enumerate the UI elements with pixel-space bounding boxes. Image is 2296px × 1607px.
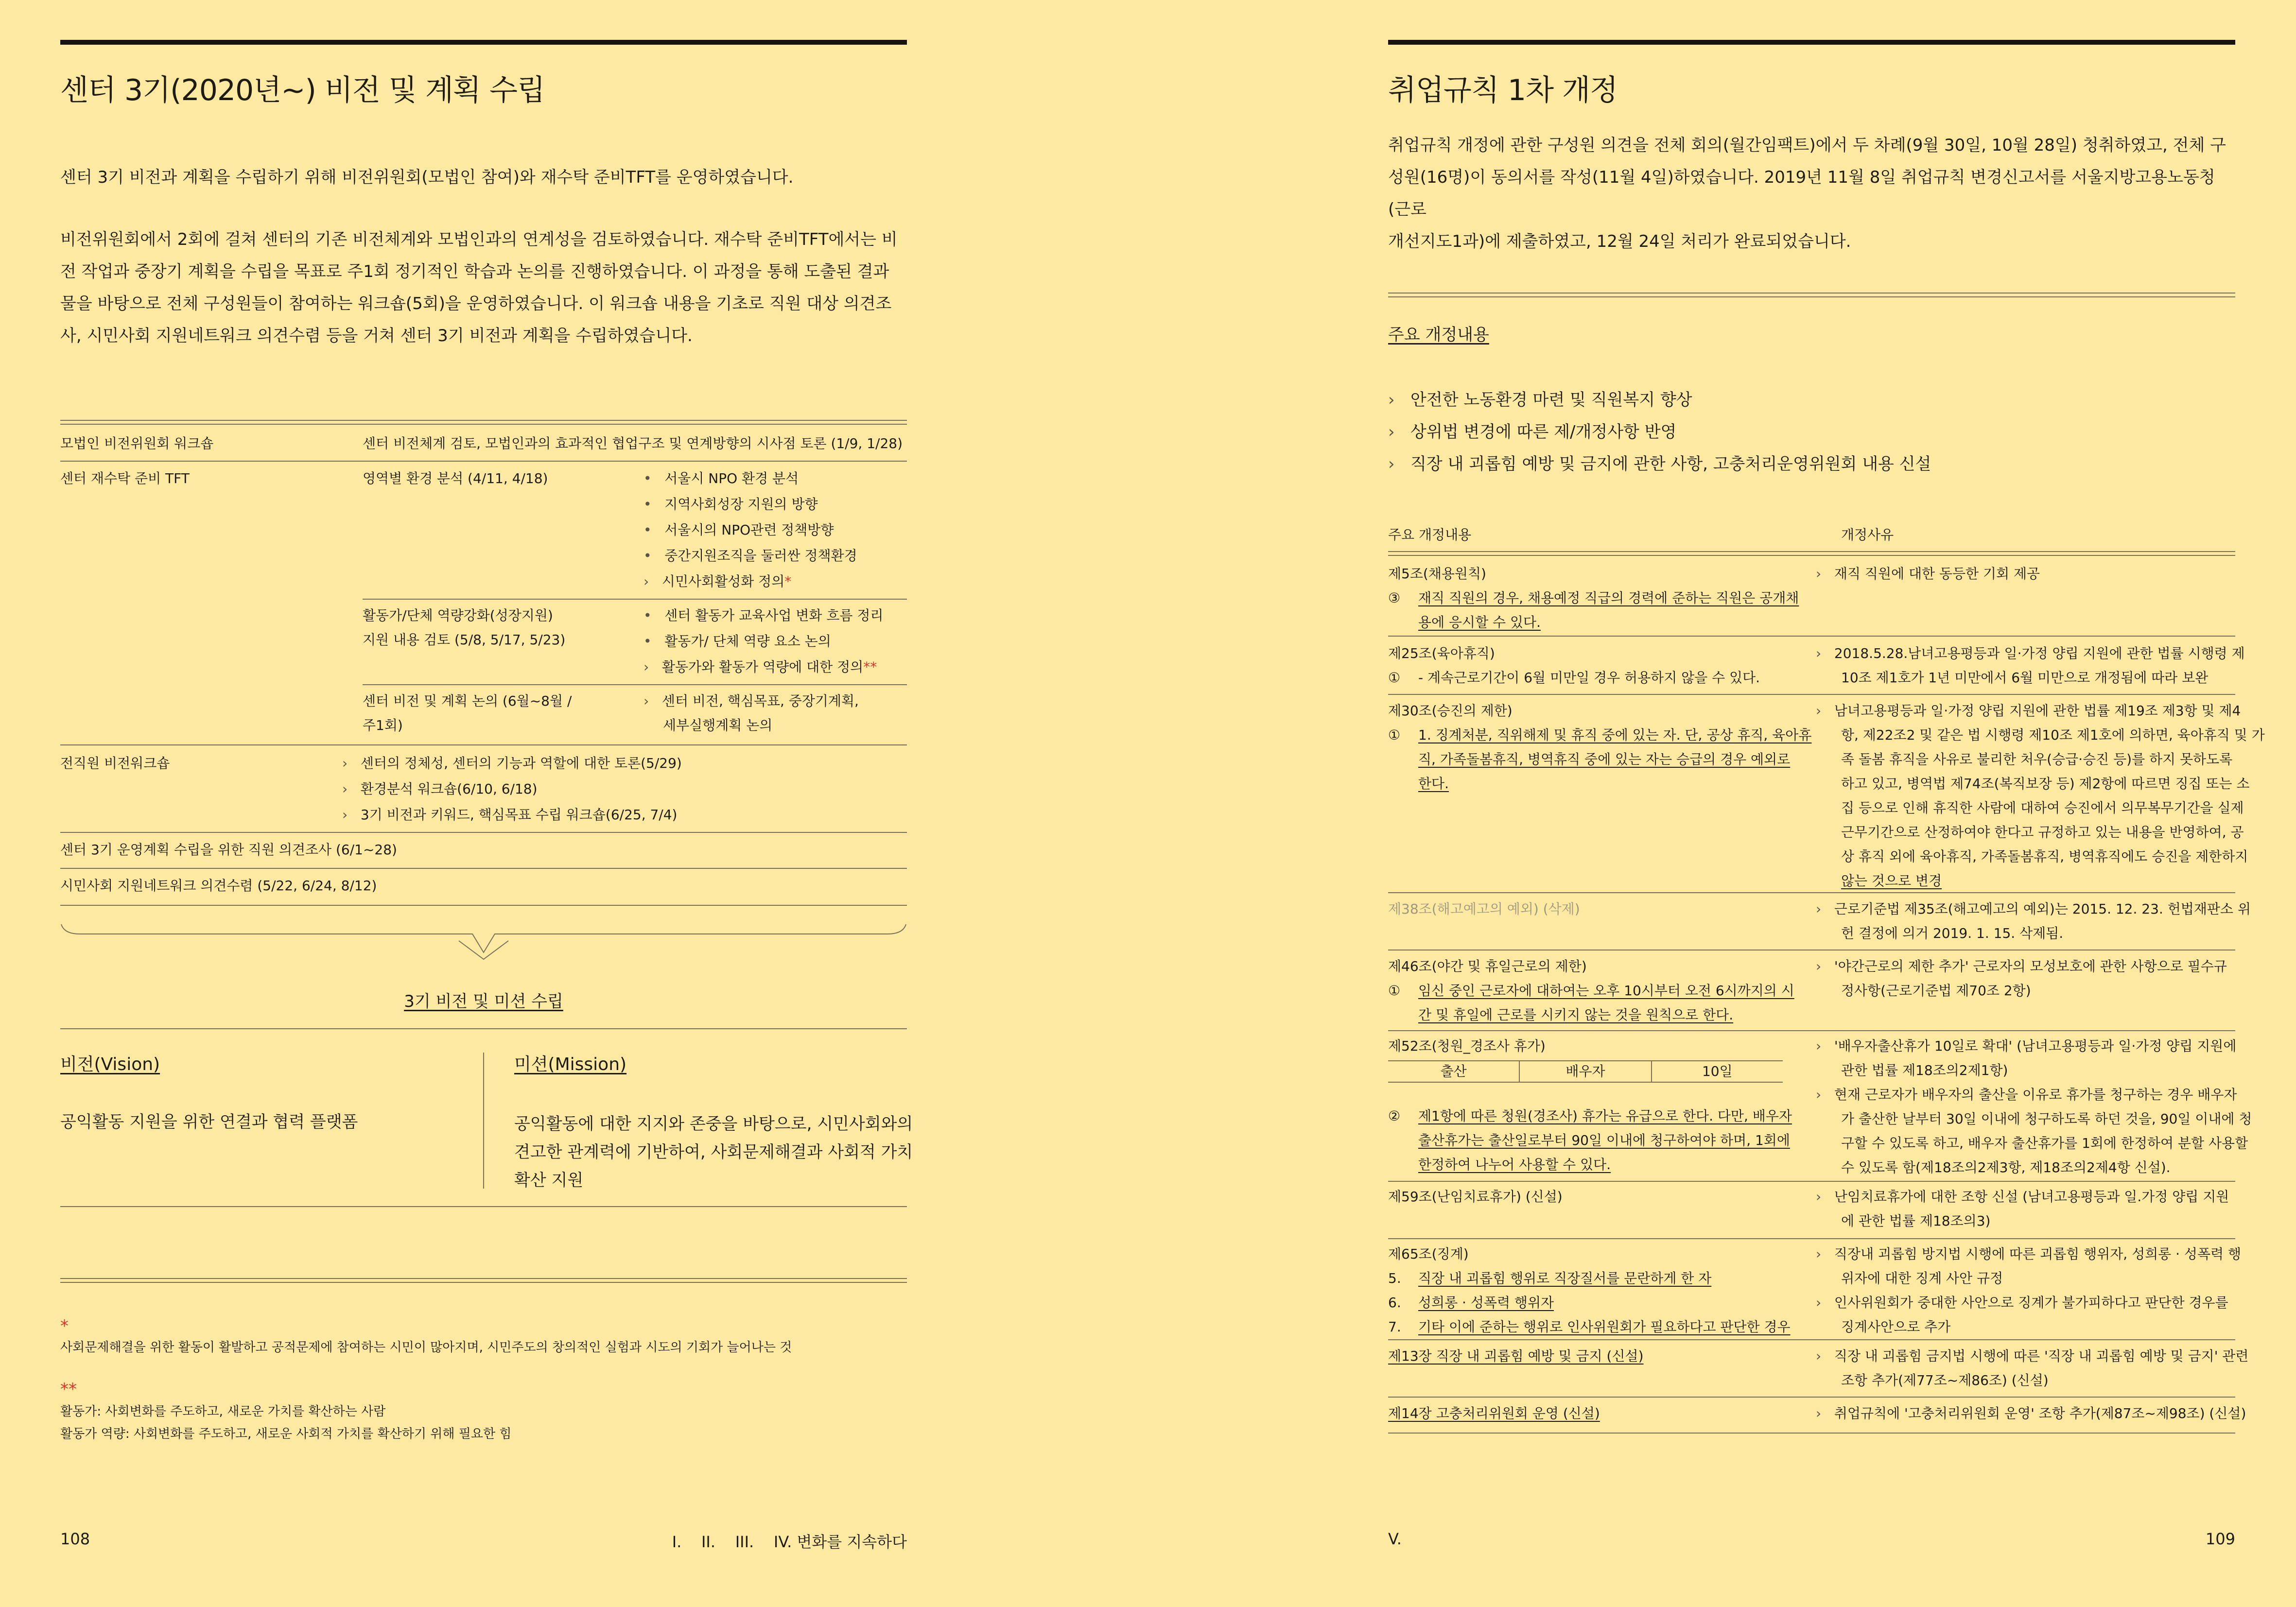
footnote-mark: * [60, 1316, 69, 1336]
footnote-mark: ** [60, 1380, 77, 1399]
reason-text: › 남녀고용평등과 일·가정 양립 지원에 관한 법률 제19조 제3항 및 제4 항, 제22조2 및 같은 법 시행령 제10조 제1호에 의하면, 육아휴직 및 가 족 돌봄 휴직을 사유로 불리한 처우(승급·승진 등)를 하지 못하도록 하고 있고, 병역법 제74조(복직보장 등) 제2항에 따르면 징집 또는 소 집 등으로 인해 휴직한 사람에 대하여 승진에서 의무복무기간을 실제 근무기간으로 산정하여야 한다고 규정하고 있는 내용을 반영하여, 공 상 휴직 외에 육아휴직, 가족돌봄휴직, 병역휴직에도 승진을 제한하지 않는 것으로 변경 [1816, 703, 2265, 889]
list-item: • 중간지원조직을 둘러싼 정책환경 [644, 548, 857, 564]
page-title: 센터 3기(2020년~) 비전 및 계획 수립 [60, 73, 545, 107]
list-item: • 지역사회성장 지원의 방향 [644, 496, 818, 512]
vision-text: 공익활동 지원을 위한 연결과 협력 플랫폼 [60, 1112, 358, 1132]
page-number: 108 [60, 1530, 90, 1548]
sub-label: 영역별 환경 분석 (4/11, 4/18) [363, 470, 548, 486]
list-item: › 활동가와 활동가 역량에 대한 정의** [644, 659, 877, 675]
footnote-rule [60, 1278, 907, 1283]
table-row: 제65조(징계) 5. 직장 내 괴롭힘 행위로 직장질서를 문란하게 한 자 6. 성희롱 · 성폭력 행위자 7. 기타 이에 준하는 행위로 인사위원회가 필요하다고 판단한 경우 [1388, 1246, 1791, 1335]
list-item: › 안전한 노동환경 마련 및 직원복지 향상 [1388, 390, 1692, 410]
row-value: 센터 비전체계 검토, 모법인과의 효과적인 협업구조 및 연계방향의 시사점 토론 (1/9, 1/28) [363, 435, 903, 451]
list-item: › 환경분석 워크숍(6/10, 6/18) [342, 781, 538, 797]
table-row: 제30조(승진의 제한) ① 1. 징계처분, 직위해제 및 휴직 중에 있는 자. 단, 공상 휴직, 육아휴 직, 가족돌봄휴직, 병역휴직 중에 있는 자는 승급의 경우 예외로 한다. [1388, 703, 1812, 792]
inline-table: 출산 배우자 10일 [1388, 1060, 1783, 1083]
list-item: › 센터의 정체성, 센터의 기능과 역할에 대한 토론(5/29) [342, 755, 682, 771]
table-row: 제5조(채용원칙) ③ 재직 직원의 경우, 채용예정 직급의 경력에 준하는 직원은 공개채 용에 응시할 수 있다. [1388, 566, 1799, 630]
sub-item-list [644, 467, 857, 595]
running-head: V. [1388, 1530, 1402, 1548]
reason-text: › 직장 내 괴롭힘 금지법 시행에 따른 '직장 내 괴롭힘 예방 및 금지' 관련 조항 추가(제77조~제86조) (신설) [1816, 1348, 2249, 1388]
list-item: › 3기 비전과 키워드, 핵심목표 수립 워크숍(6/25, 7/4) [342, 807, 678, 823]
intro-paragraph: 취업규칙 개정에 관한 구성원 의견을 전체 회의(월간임팩트)에서 두 차례(9월 30일, 10월 28일) 청취하였고, 전체 구 성원(16명)이 동의서를 작성(11월 4일)하였습니다. 2019년 11월 8일 취업규칙 변경신고서를 서울지방고용노동청(근로 개선지도1과)에 제출하였고, 12월 24일 처리가 완료되었습니다. [1388, 136, 2226, 251]
intro-paragraph-2: 비전위원회에서 2회에 걸쳐 센터의 기존 비전체계와 모법인과의 연계성을 검토하였습니다. 재수탁 준비TFT에서는 비 전 작업과 중장기 계획을 수립을 목표로 주1회 정기적인 학습과 논의를 진행하였습니다. 이 과정을 통해 도출된 결과 물을 바탕으로 전체 구성원들이 참여하는 워크숍(5회)을 운영하였습니다. 이 워크숍 내용을 기초로 직원 대상 의견조 사, 시민사회 지원네트워크 의견수렴 등을 거쳐 센터 3기 비전과 계획을 수립하였습니다. [60, 230, 898, 346]
footnote-mark: * [784, 573, 792, 589]
row-full: 센터 3기 운영계획 수립을 위한 직원 의견조사 (6/1~28) [60, 842, 397, 858]
section-heading: 주요 개정내용 [1388, 325, 1489, 345]
table-top-rule [60, 420, 907, 425]
sub-item: › 센터 비전, 핵심목표, 중장기계획, 세부실행계획 논의 [644, 693, 859, 733]
column-header: 주요 개정내용 [1388, 527, 1472, 543]
reason-text: › 2018.5.28.남녀고용평등과 일·가정 양립 지원에 관한 법률 시행령 제 10조 제1호가 1년 미만에서 6월 미만으로 개정됨에 따라 보완 [1816, 645, 2245, 686]
left-page [60, 0, 913, 1607]
list-item: › 시민사회활성화 정의* [644, 573, 792, 589]
row-full: 시민사회 지원네트워크 의견수렴 (5/22, 6/24, 8/12) [60, 878, 377, 894]
column-divider [483, 1053, 484, 1189]
top-rule [60, 40, 907, 45]
table-row: ② 제1항에 따른 청원(경조사) 휴가는 유급으로 한다. 다만, 배우자 출산휴가는 출산일로부터 90일 이내에 청구하여야 하며, 1회에 한정하여 나누어 사용할 수 있다. [1388, 1108, 1792, 1173]
running-head: I. II. III. IV. 변화를 지속하다 [672, 1533, 907, 1551]
sub-item-list [644, 604, 883, 681]
footnote-text: 활동가: 사회변화를 주도하고, 새로운 가치를 확산하는 사람 활동가 역량: 사회변화를 주도하고, 새로운 사회적 가치를 확산하기 위해 필요한 힘 [60, 1404, 512, 1441]
table-row: 제13장 직장 내 괴롭힘 예방 및 금지 (신설) [1388, 1348, 1644, 1364]
reason-text: › '배우자출산휴가 10일로 확대' (남녀고용평등과 일·가정 양립 지원에 관한 법률 제18조의2제1항) › 현재 근로자가 배우자의 출산을 이유로 휴가를 청구하는 경우 배우자 가 출산한 날부터 30일 이내에 청구하도록 하던 것을, 90일 이내에 청 구할 수 있도록 하고, 배우자 출산휴가를 1회에 한정하여 분할 사용할 수 있도록 함(제18조의2제3항, 제18조의2제4항 신설). [1816, 1038, 2252, 1175]
table-row: 제59조(난임치료휴가) (신설) [1388, 1189, 1563, 1205]
page-title: 취업규칙 1차 개정 [1388, 73, 1618, 107]
reason-text: › 직장내 괴롭힘 방지법 시행에 따른 괴롭힘 행위자, 성희롱 · 성폭력 행 위자에 대한 징계 사안 규정 › 인사위원회가 중대한 사안으로 징계가 불가피하다고 판단한 경우를 징계사안으로 추가 [1816, 1246, 2242, 1335]
footnote-text: 사회문제해결을 위한 활동이 활발하고 공적문제에 참여하는 시민이 많아지며, 시민주도의 창의적인 실험과 시도의 기회가 늘어나는 것 [60, 1340, 792, 1355]
footnote-mark: ** [863, 659, 877, 675]
reason-text: › 근로기준법 제35조(해고예고의 예외)는 2015. 12. 23. 헌법재판소 위 헌 결정에 의거 2019. 1. 15. 삭제됨. [1816, 901, 2251, 941]
intro-paragraph: 센터 3기 비전과 계획을 수립하기 위해 비전위원회(모법인 참여)와 재수탁 준비TFT를 운영하였습니다. [60, 168, 794, 187]
table-row: 제38조(해고예고의 예외) (삭제) [1388, 901, 1580, 917]
list-item: › 상위법 변경에 따른 제/개정사항 반영 [1388, 422, 1677, 442]
reason-text: › '야간근로의 제한 추가' 근로자의 모성보호에 관한 사항으로 필수규 정사항(근로기준법 제70조 2항) [1816, 958, 2227, 999]
sub-label: 센터 비전 및 계획 논의 (6월~8월 / 주1회) [363, 693, 572, 733]
mission-text: 공익활동에 대한 지지와 존중을 바탕으로, 시민사회와의 견고한 관계력에 기반하여, 사회문제해결과 사회적 가치 확산 지원 [514, 1114, 913, 1190]
top-rule [1388, 40, 2235, 45]
table-row: 제14장 고충처리위원회 운영 (신설) [1388, 1405, 1600, 1421]
reason-text: › 재직 직원에 대한 동등한 기회 제공 [1816, 566, 2040, 582]
reason-text: › 난임치료휴가에 대한 조항 신설 (남녀고용평등과 일.가정 양립 지원 에 관한 법률 제18조의3) [1816, 1189, 2229, 1229]
arrow-down-icon [60, 923, 907, 962]
row-label: 모법인 비전위원회 워크숍 [60, 435, 214, 451]
table-row: 제25조(육아휴직) ① - 계속근로기간이 6월 미만일 경우 허용하지 않을 수 있다. [1388, 645, 1760, 686]
sub-label: 활동가/단체 역량강화(성장지원) 지원 내용 검토 (5/8, 5/17, 5/23) [363, 607, 566, 648]
section-heading: 3기 비전 및 미션 수립 [404, 992, 563, 1011]
vision-label: 비전(Vision) [60, 1054, 160, 1074]
section-rule [1388, 293, 2235, 297]
sub-item-list [342, 751, 682, 829]
reason-text: › 취업규칙에 '고충처리위원회 운영' 조항 추가(제87조~제98조) (신설) [1816, 1405, 2246, 1421]
table-row-title: 제52조(청원_경조사 휴가) [1388, 1038, 1546, 1054]
table-row: 제46조(야간 및 휴일근로의 제한) ① 임신 중인 근로자에 대하여는 오후 10시부터 오전 6시까지의 시 간 및 휴일에 근로를 시키지 않는 것을 원칙으로 한다. [1388, 958, 1794, 1023]
list-item: • 서울시의 NPO관련 정책방향 [644, 522, 834, 538]
summary-list [1388, 384, 1931, 480]
row-label: 센터 재수탁 준비 TFT [60, 470, 190, 486]
list-item: • 서울시 NPO 환경 분석 [644, 470, 799, 486]
list-item: • 활동가/ 단체 역량 요소 논의 [644, 633, 831, 649]
list-item: › 직장 내 괴롭힘 예방 및 금지에 관한 사항, 고충처리운영위원회 내용 신설 [1388, 454, 1931, 474]
column-header: 개정사유 [1841, 527, 1894, 543]
page-number: 109 [2205, 1530, 2235, 1548]
right-page [1388, 0, 2265, 1607]
row-label: 전직원 비전워크숍 [60, 755, 170, 771]
mission-label: 미션(Mission) [514, 1054, 627, 1074]
list-item: • 센터 활동가 교육사업 변화 흐름 정리 [644, 607, 884, 623]
